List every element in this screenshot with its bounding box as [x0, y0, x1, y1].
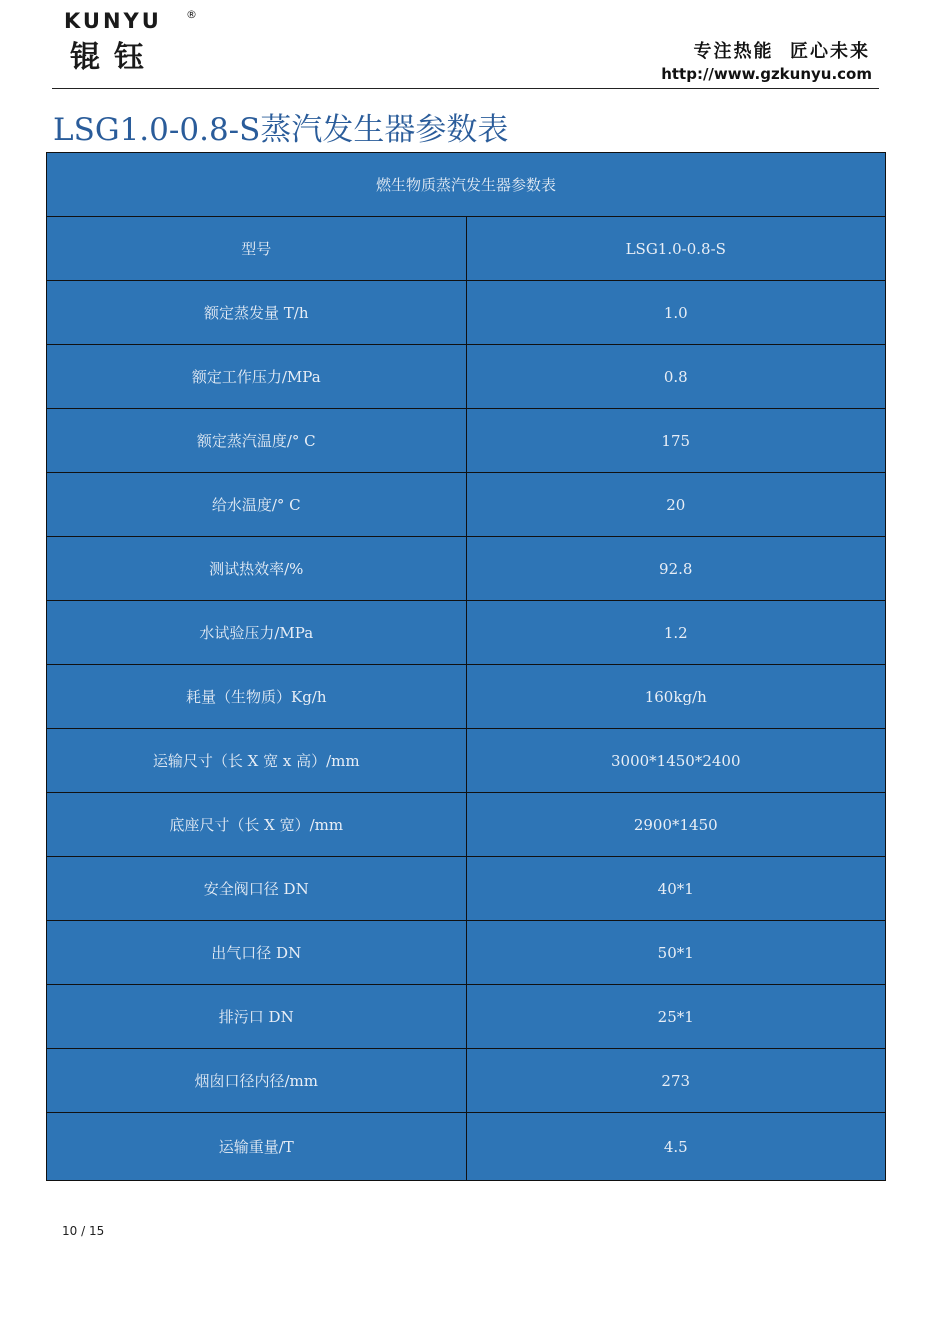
param-value: 4.5 [466, 1113, 886, 1181]
param-value: 25*1 [466, 985, 886, 1049]
table-row [47, 537, 886, 601]
header-divider [52, 88, 879, 89]
table-row [47, 793, 886, 857]
param-name: 额定蒸发量 T/h [47, 281, 467, 345]
table-row [47, 729, 886, 793]
param-value: 1.0 [466, 281, 886, 345]
parameter-table [46, 152, 886, 1181]
param-name: 烟囱口径内径/mm [47, 1049, 467, 1113]
page-header [0, 0, 934, 95]
table-row [47, 217, 886, 281]
table-row [47, 921, 886, 985]
param-name: 测试热效率/% [47, 537, 467, 601]
param-value: 175 [466, 409, 886, 473]
document-title: LSG1.0-0.8-S蒸汽发生器参数表 [53, 112, 509, 148]
param-value: 3000*1450*2400 [466, 729, 886, 793]
param-value: 20 [466, 473, 886, 537]
param-value: 1.2 [466, 601, 886, 665]
table-caption: 燃生物质蒸汽发生器参数表 [47, 153, 886, 217]
param-value: 2900*1450 [466, 793, 886, 857]
table-row [47, 409, 886, 473]
param-name: 安全阀口径 DN [47, 857, 467, 921]
table-row [47, 345, 886, 409]
table-row [47, 1049, 886, 1113]
param-value: 92.8 [466, 537, 886, 601]
logo-chinese-name: 锟钰 [70, 40, 158, 75]
param-name: 给水温度/° C [47, 473, 467, 537]
param-name: 水试验压力/MPa [47, 601, 467, 665]
param-name: 出气口径 DN [47, 921, 467, 985]
param-value: 160kg/h [466, 665, 886, 729]
company-website[interactable]: http://www.gzkunyu.com [661, 65, 872, 83]
logo-wordmark: KUNYU [64, 9, 162, 33]
table-row [47, 1113, 886, 1181]
param-name: 型号 [47, 217, 467, 281]
table-row [47, 857, 886, 921]
param-name: 额定工作压力/MPa [47, 345, 467, 409]
param-value: 273 [466, 1049, 886, 1113]
param-value: 0.8 [466, 345, 886, 409]
param-name: 耗量（生物质）Kg/h [47, 665, 467, 729]
param-name: 底座尺寸（长 X 宽）/mm [47, 793, 467, 857]
table-row [47, 985, 886, 1049]
company-slogan: 专注热能 匠心未来 [693, 41, 870, 62]
table-row [47, 665, 886, 729]
table-row [47, 281, 886, 345]
table-row [47, 473, 886, 537]
param-name: 运输重量/T [47, 1113, 467, 1181]
param-name: 运输尺寸（长 X 宽 x 高）/mm [47, 729, 467, 793]
table-row [47, 601, 886, 665]
param-name: 额定蒸汽温度/° C [47, 409, 467, 473]
param-value: 50*1 [466, 921, 886, 985]
param-value: LSG1.0-0.8-S [466, 217, 886, 281]
page-number: 10 / 15 [62, 1224, 105, 1238]
param-value: 40*1 [466, 857, 886, 921]
registered-mark: ® [186, 8, 197, 21]
param-name: 排污口 DN [47, 985, 467, 1049]
